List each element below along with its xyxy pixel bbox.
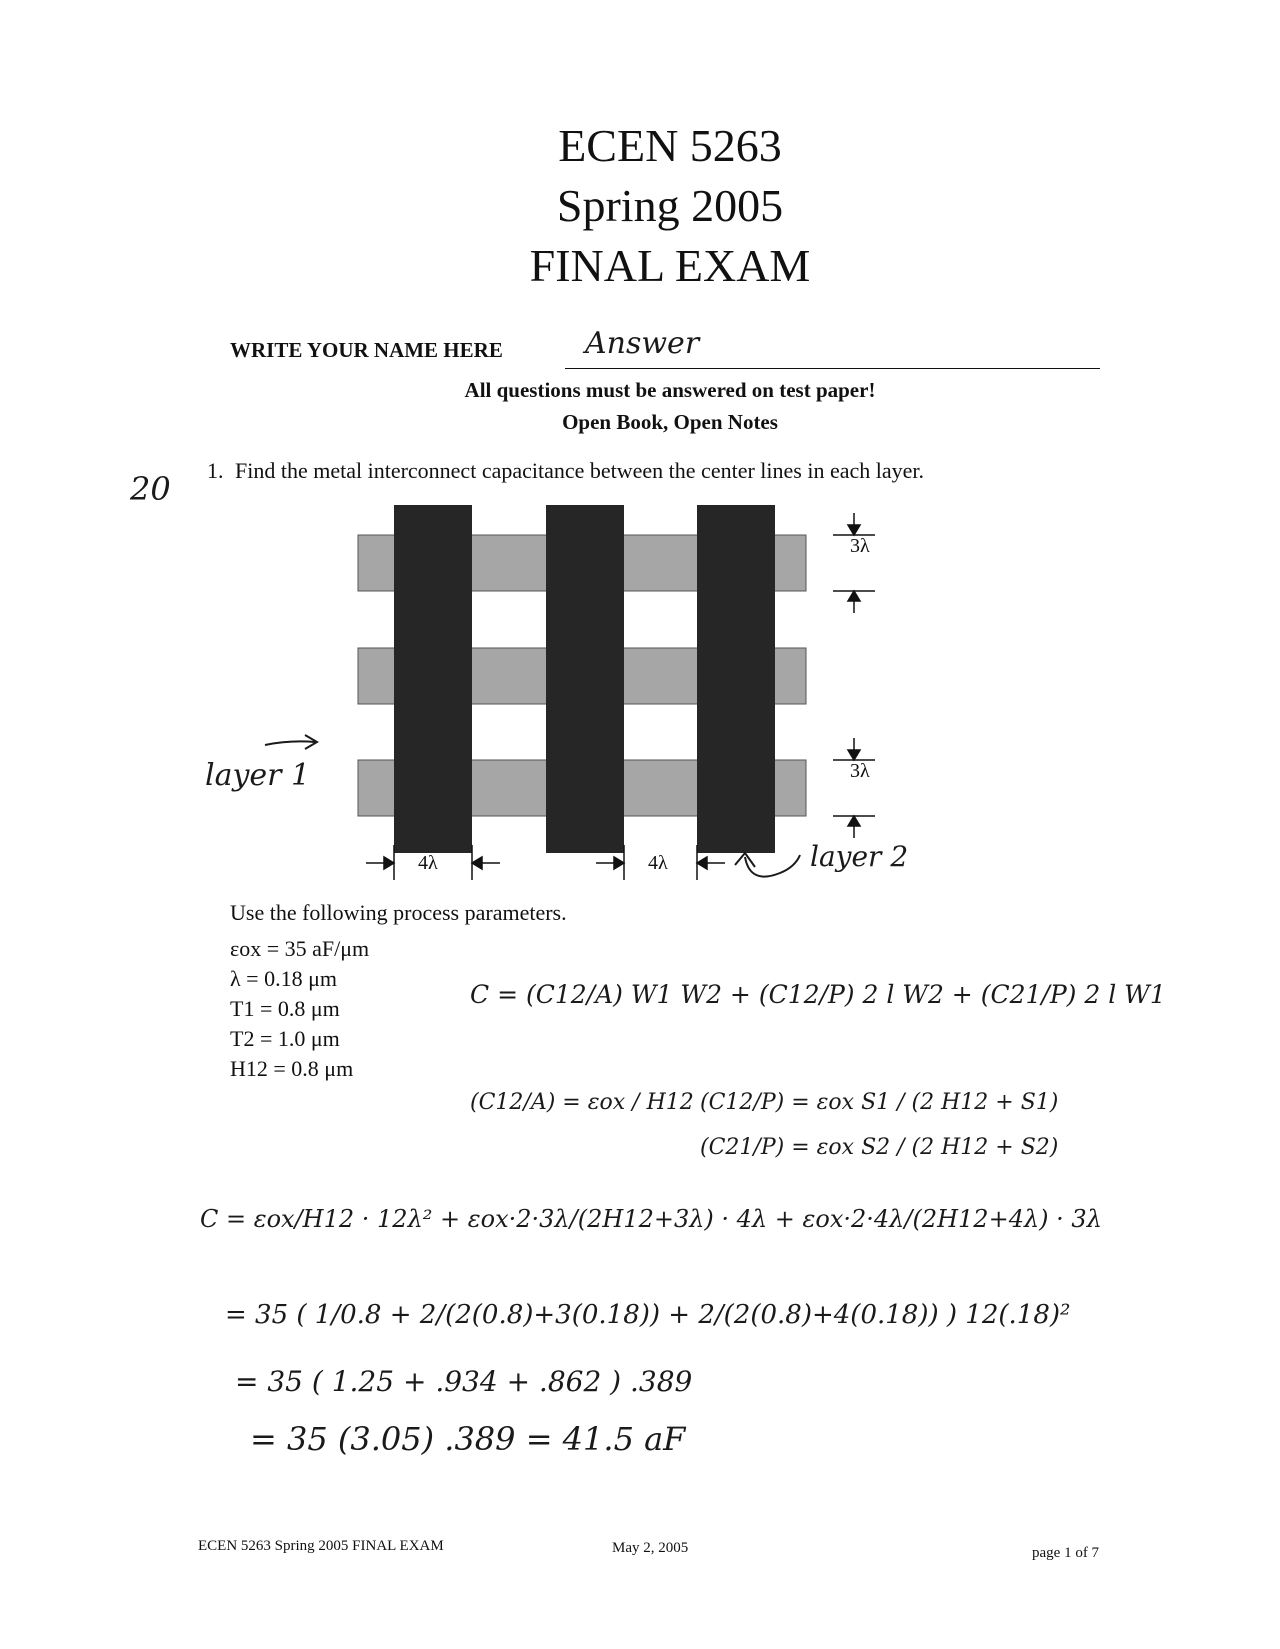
name-label: WRITE YOUR NAME HERE bbox=[230, 338, 503, 362]
dimension-middle: 3λ bbox=[850, 760, 870, 782]
solution-line-2c: (C21/P) = εox S2 / (2 H12 + S2) bbox=[700, 1135, 1059, 1160]
footer-center: May 2, 2005 bbox=[612, 1540, 689, 1556]
layer2-line-center bbox=[546, 505, 624, 853]
instruction-line-2: Open Book, Open Notes bbox=[562, 410, 778, 434]
solution-line-1: C = (C12/A) W1 W2 + (C12/P) 2 l W2 + (C21/P) 2 l W1 bbox=[470, 980, 1166, 1009]
solution-line-4: = 35 ( 1/0.8 + 2/(2(0.8)+3(0.18)) + 2/(2(0.8)+4(0.18)) ) 12(.18)² bbox=[225, 1300, 1071, 1330]
exam-title: FINAL EXAM bbox=[529, 240, 811, 291]
instruction-line-1: All questions must be answered on test paper! bbox=[464, 378, 876, 402]
layer1-annotation: layer 1 bbox=[205, 758, 311, 793]
solution-line-2a: (C12/A) = εox / H12 bbox=[470, 1090, 694, 1115]
param-t2: T2 = 1.0 μm bbox=[230, 1026, 340, 1051]
interconnect-diagram bbox=[190, 495, 1090, 935]
solution-line-3: C = εox/H12 · 12λ² + εox·2·3λ/(2H12+3λ) · 4λ + εox·2·4λ/(2H12+4λ) · 3λ bbox=[200, 1205, 1102, 1233]
question-text: Find the metal interconnect capacitance between the center lines in each layer. bbox=[235, 458, 925, 483]
layer2-annotation: layer 2 bbox=[810, 840, 909, 873]
dimension-bottom-right: 4λ bbox=[648, 852, 668, 874]
term-title: Spring 2005 bbox=[556, 180, 784, 231]
dimension-top: 3λ bbox=[850, 535, 870, 557]
course-title: ECEN 5263 bbox=[558, 120, 782, 171]
question-number: 1. bbox=[207, 458, 224, 483]
param-eps: εox = 35 aF/μm bbox=[230, 936, 370, 961]
solution-line-6: = 35 (3.05) .389 = 41.5 aF bbox=[250, 1420, 686, 1458]
layer2-line-right bbox=[697, 505, 775, 853]
name-handwritten: Answer bbox=[585, 326, 700, 361]
param-h12: H12 = 0.8 μm bbox=[230, 1056, 354, 1081]
param-t1: T1 = 0.8 μm bbox=[230, 996, 340, 1021]
param-lambda: λ = 0.18 μm bbox=[230, 966, 337, 991]
footer-right: page 1 of 7 bbox=[1032, 1545, 1100, 1561]
score-mark: 20 bbox=[130, 470, 171, 508]
solution-line-5: = 35 ( 1.25 + .934 + .862 ) .389 bbox=[235, 1365, 693, 1398]
layer2-line-left bbox=[394, 505, 472, 853]
dimension-bottom-left: 4λ bbox=[418, 852, 438, 874]
params-intro: Use the following process parameters. bbox=[230, 900, 567, 925]
solution-line-2b: (C12/P) = εox S1 / (2 H12 + S1) bbox=[700, 1090, 1059, 1115]
name-underline bbox=[565, 368, 1100, 369]
footer-left: ECEN 5263 Spring 2005 FINAL EXAM bbox=[198, 1538, 444, 1554]
